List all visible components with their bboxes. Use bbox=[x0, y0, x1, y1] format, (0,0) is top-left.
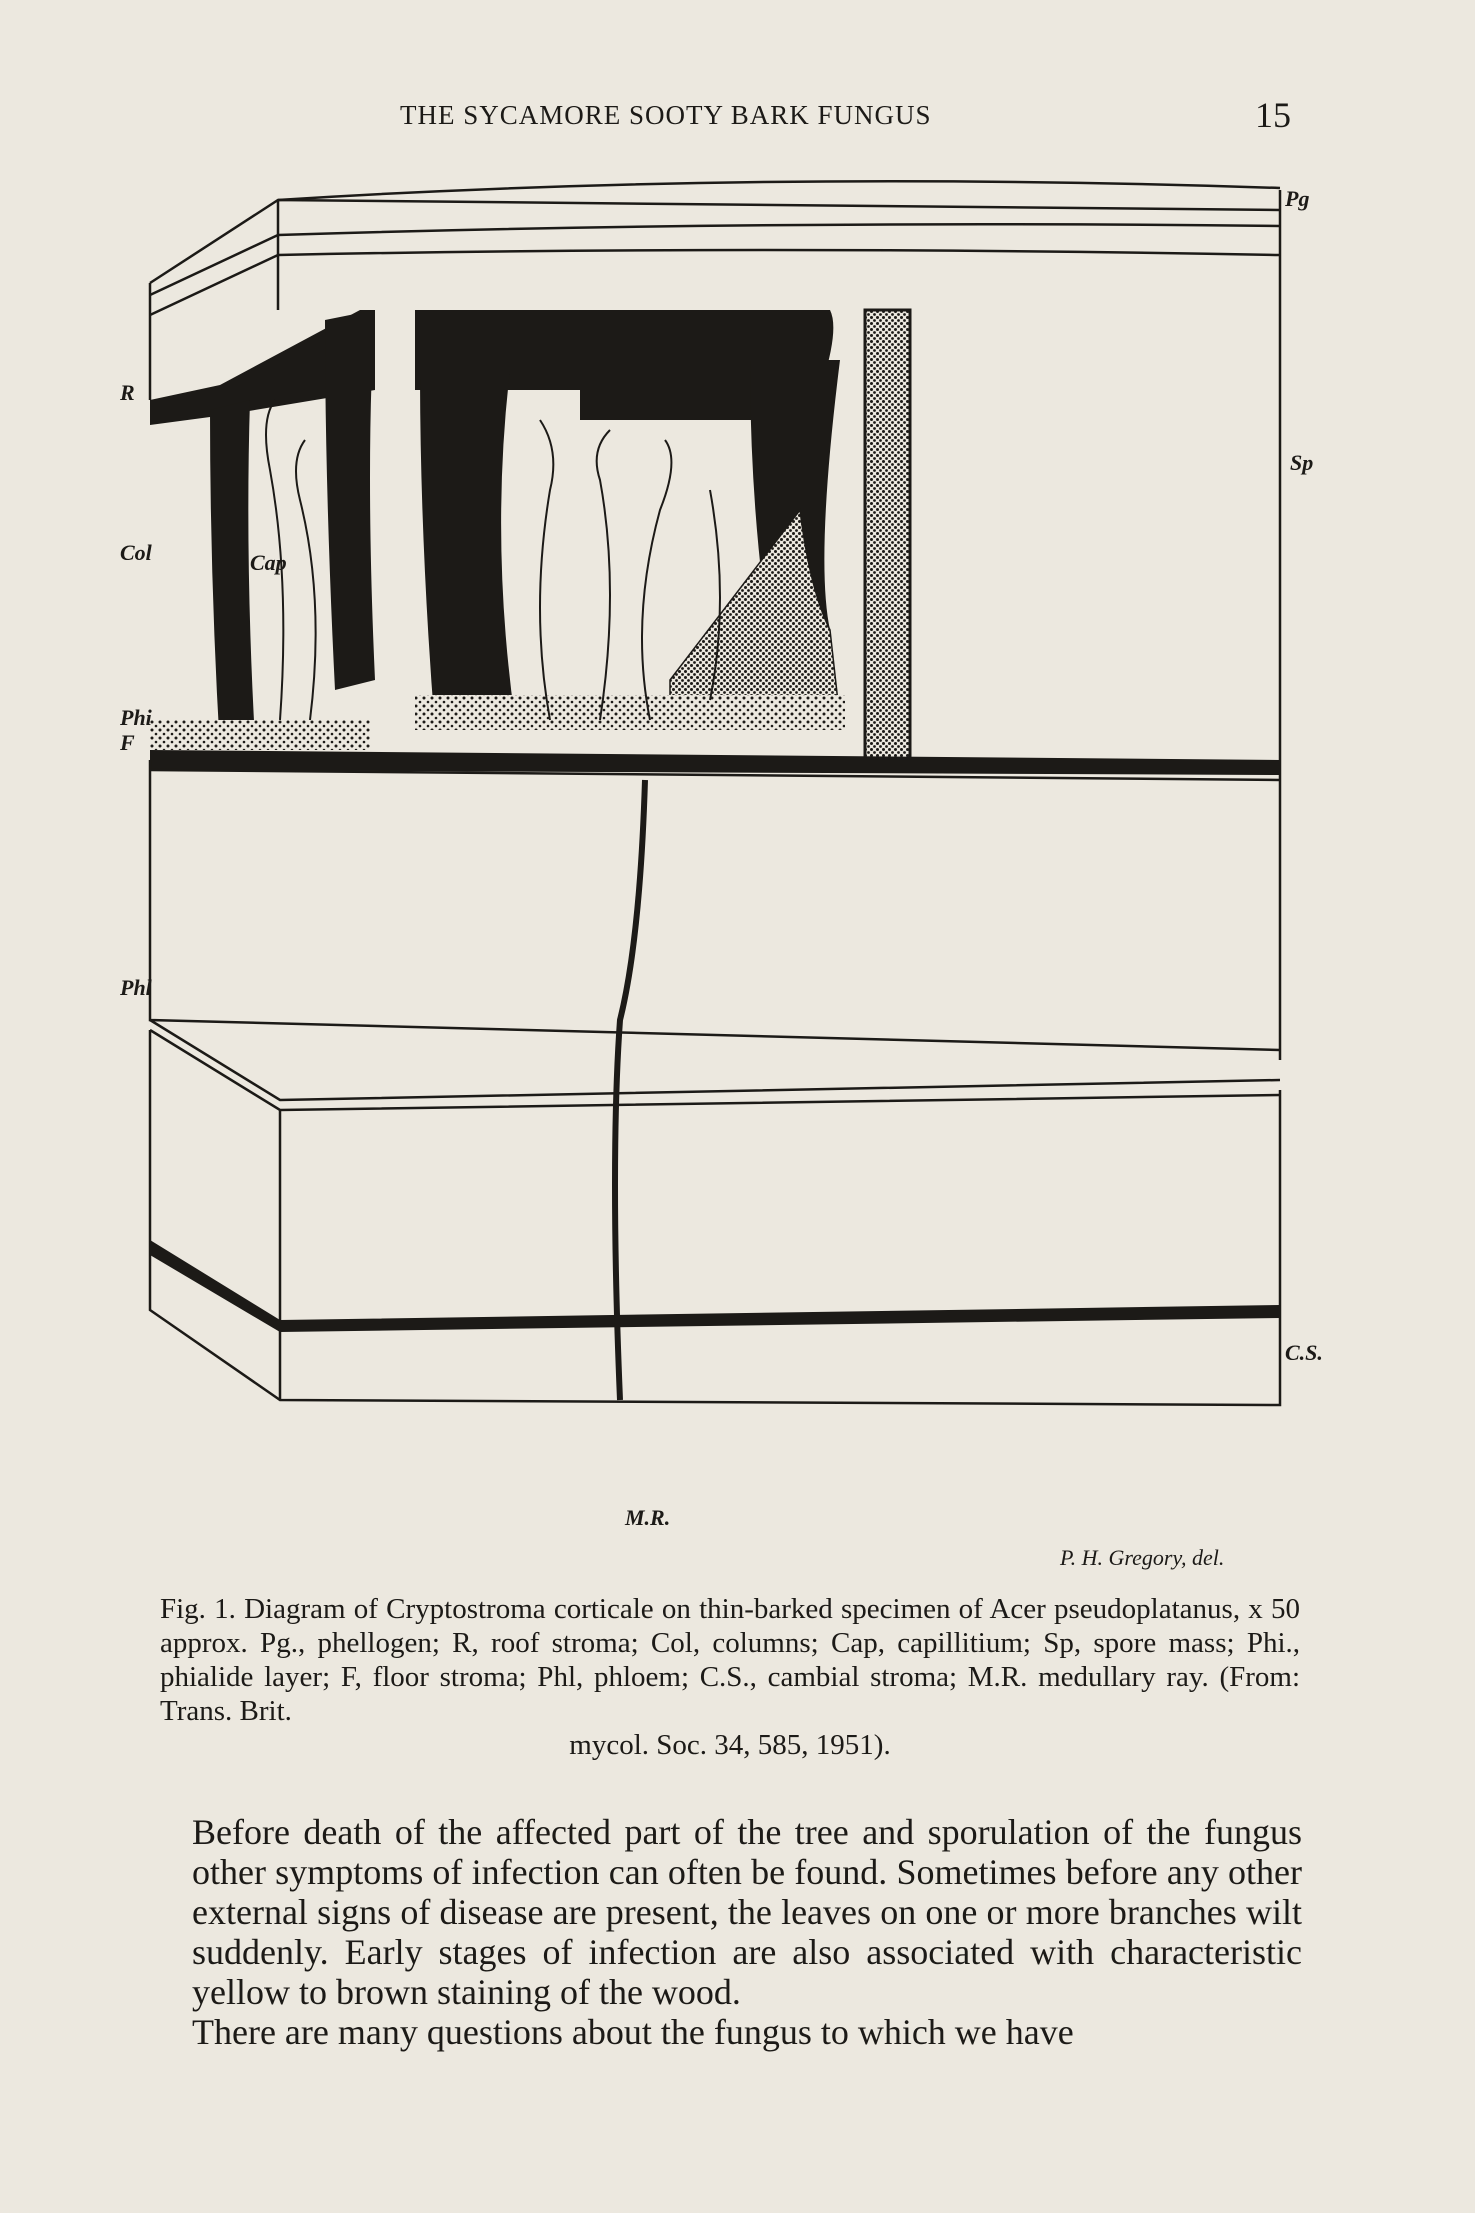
label-cap: Cap bbox=[250, 550, 287, 575]
caption-line: Fig. 1. Diagram of Cryptostroma corticale on thin-barked specimen of Acer bbox=[160, 1593, 1046, 1625]
label-sp: Sp bbox=[1290, 450, 1314, 475]
cambial-stroma bbox=[150, 1240, 1280, 1332]
column-left bbox=[210, 400, 255, 750]
column-middle-left bbox=[420, 370, 515, 730]
phloem-block bbox=[150, 760, 1280, 1100]
caption-line: phloem; C.S., cambial stroma; M.R. medullary ray. (From: Trans. Brit. bbox=[160, 1661, 1300, 1727]
label-f: F bbox=[120, 730, 135, 755]
paragraph: Before death of the affected part of the tree and sporulation of the fungus other symptoms of infection can often be found. Sometimes before any other external signs of disease are present, the leaves on one or more branches wilt suddenly. Early stages of infection are also associated with characteristic yellow to brown staining of the wood. bbox=[192, 1812, 1302, 2012]
label-mr: M.R. bbox=[625, 1505, 671, 1530]
medullary-ray bbox=[615, 780, 645, 1400]
caption-line: pseudoplatanus, x 50 approx. Pg., phellogen; R, roof stroma; Col, columns; bbox=[160, 1593, 1300, 1659]
caption-line: mycol. Soc. 34, 585, 1951). bbox=[569, 1729, 891, 1761]
label-phl: Phl bbox=[120, 975, 152, 1000]
running-title: THE SYCAMORE SOOTY BARK FUNGUS bbox=[400, 100, 932, 130]
spore-floor-left bbox=[150, 720, 370, 750]
column-left-back bbox=[325, 310, 375, 690]
label-phi: Phi bbox=[120, 705, 152, 730]
label-r: R bbox=[120, 380, 135, 405]
wood-block bbox=[150, 1030, 1280, 1405]
caption-line: Cap, capillitium; Sp, spore mass; Phi., phialide layer; F, floor stroma; Phl, bbox=[160, 1627, 1301, 1693]
figure-credit: P. H. Gregory, del. bbox=[1060, 1545, 1225, 1570]
spore-floor-middle bbox=[415, 695, 845, 730]
spore-mass-right bbox=[865, 310, 910, 760]
body-text bbox=[192, 1812, 1302, 2052]
figure-caption bbox=[160, 1592, 1300, 1762]
fungus-diagram bbox=[120, 160, 1330, 1540]
page-number: 15 bbox=[1255, 95, 1291, 135]
label-col: Col bbox=[120, 540, 152, 565]
paragraph: There are many questions about the fungus to which we have bbox=[192, 2012, 1074, 2052]
label-cs: C.S. bbox=[1285, 1340, 1323, 1365]
label-pg: Pg bbox=[1285, 186, 1310, 211]
